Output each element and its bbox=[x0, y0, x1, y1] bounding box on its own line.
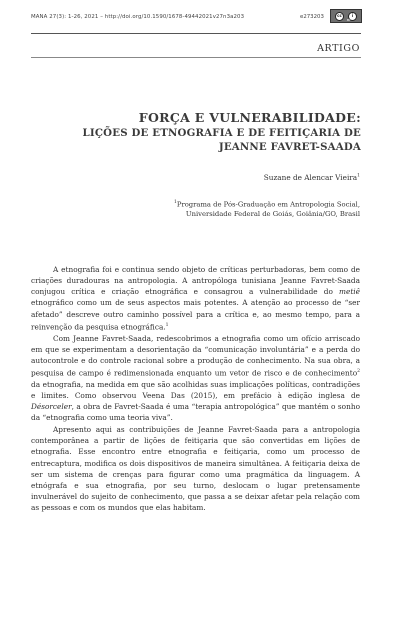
paragraph-2 bbox=[31, 333, 360, 424]
footnote-ref-2[interactable]: 2 bbox=[357, 369, 360, 375]
article-title bbox=[31, 109, 361, 154]
cc-by-caption: BY bbox=[347, 18, 351, 22]
paragraph-2-text-b: da etnografia, na medida em que são acolhidas suas implicações políticas, contradições e limites. Como observou Veena Das (2015), em prefácio à edição inglesa de bbox=[31, 379, 360, 401]
paragraph-2-emphasis: Désorceler bbox=[31, 402, 72, 412]
article-body bbox=[31, 264, 360, 513]
affiliation-marker: 1 bbox=[174, 200, 177, 205]
header-divider bbox=[31, 33, 361, 34]
author-footnote-marker[interactable]: 1 bbox=[357, 173, 360, 179]
footnote-ref-1[interactable]: 1 bbox=[165, 322, 169, 328]
title-line-1: FORÇA E VULNERABILIDADE: bbox=[138, 110, 361, 125]
section-divider bbox=[31, 57, 361, 58]
affiliation-line-1-text: Programa de Pós-Graduação em Antropologia Social, bbox=[176, 200, 360, 209]
paragraph-3: Apresento aqui as contribuições de Jeanne Favret-Saada para a antropologia contemporânea a partir de lições de feitiçaria que são convertidas em lições de etnografia. Esse encontro entre etnografia e feitiçaria, como um processo de entrecaptura, modifica os dois dispositivos de maneira simultânea. A feitiçaria deixa de ser um sistema de crenças para figurar como uma pragmática da linguagem. A etnógrafa e sua etnografia, por seu turno, deslocam o lugar pretensamente invulnerável do sujeito de conhecimento, que passa a se deixar afetar pela relação com as pessoas e com os mundos que elas habitam. bbox=[31, 425, 360, 513]
affiliation-line-2: Universidade Federal de Goiás, Goiânia/GO, Brasil bbox=[185, 210, 360, 219]
paragraph-2-text-c: , a obra de Favret-Saada é uma “terapia antropológica” que mantém o sonho da “etnografia como uma teoria viva”. bbox=[31, 402, 360, 423]
paragraph-1-emphasis: metiê bbox=[339, 287, 360, 297]
attribution-icon: i bbox=[348, 12, 357, 21]
title-line-2: LIÇÕES DE ETNOGRAFIA E DE FEITIÇARIA DE bbox=[82, 127, 361, 139]
paragraph-1 bbox=[31, 264, 360, 332]
title-line-3: JEANNE FAVRET-SAADA bbox=[218, 141, 361, 153]
affiliation-line-1 bbox=[80, 198, 360, 209]
section-label: ARTIGO bbox=[317, 43, 360, 54]
author-name bbox=[264, 173, 360, 182]
creative-commons-icon: cc bbox=[335, 12, 344, 21]
cc-license-badge[interactable] bbox=[330, 9, 362, 23]
paragraph-1-text-b: etnográfico como um de seus aspectos mais potentes. A atenção ao processo de “ser afetado” descreve outro caminho possível para a crítica e, ao mesmo tempo, para a reinvenção da pesquisa etnográfica. bbox=[31, 298, 360, 332]
author-name-text: Suzane de Alencar Vieira bbox=[263, 173, 358, 182]
article-id: e273203 bbox=[300, 14, 324, 20]
paragraph-2-text-a: Com Jeanne Favret-Saada, redescobrimos a etnografia como um ofício arriscado em que se experimentam a desorientação da “comunicação involuntária” e a perda do autocontrole e do controle racional sobre a produção de conhecimento. Na sua obra, a pesquisa de campo é redimensionada enquanto um vetor de risco e de conhecimento bbox=[31, 333, 360, 378]
paragraph-1-text-a: A etnografia foi e continua sendo objeto de críticas perturbadoras, bem como de criações duradouras na antropologia. A antropóloga tunisiana Jeanne Favret-Saada conjugou crítica e criação etnográfica e consagrou a vulnerabilidade do bbox=[31, 265, 360, 297]
journal-citation: MANA 27(3): 1-26, 2021 – http://doi.org/10.1590/1678-49442021v27n3a203 bbox=[31, 14, 245, 20]
author-affiliation bbox=[80, 198, 360, 219]
